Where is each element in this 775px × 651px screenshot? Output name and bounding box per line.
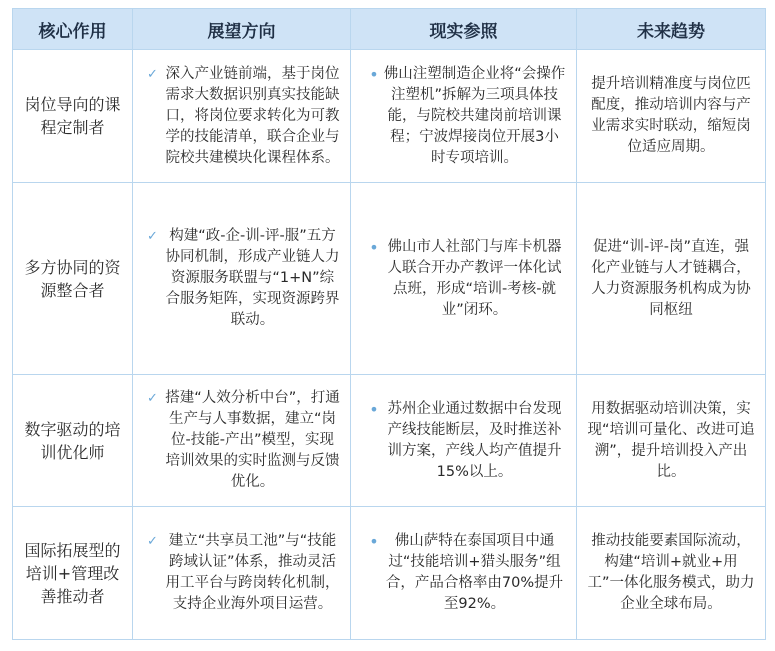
trend-cell [577, 50, 766, 183]
table-row [13, 507, 766, 640]
table-row [13, 50, 766, 183]
trend-text: 推动技能要素国际流动，构建“培训+就业+用工”一体化服务模式，助力企业全球布局。 [587, 533, 755, 612]
bullet-dot-icon: • [369, 64, 379, 84]
direction-cell [133, 375, 351, 507]
role-table-wrapper [12, 8, 765, 640]
table-row [13, 183, 766, 375]
direction-cell [133, 50, 351, 183]
role-cell: 多方协同的资源整合者 [13, 183, 133, 375]
bullet-dot-icon: • [369, 399, 379, 419]
table-header-row [13, 9, 766, 50]
header-real-reference: 现实参照 [351, 9, 577, 50]
reference-text: 佛山萨特在泰国项目中通过“技能培训+猎头服务”组合，产品合格率由70%提升至92%。 [385, 533, 564, 612]
trend-text: 提升培训精准度与岗位匹配度，推动培训内容与产业需求实时联动，缩短岗位适应周期。 [591, 76, 751, 155]
direction-text: 建立“共享员工池”与“技能跨域认证”体系，推动灵活用工平台与跨岗转化机制，支持企业海外项目运营。 [165, 533, 340, 612]
role-comparison-table [12, 8, 766, 640]
check-icon: ✓ [147, 391, 158, 406]
reference-cell [351, 507, 577, 640]
role-cell: 岗位导向的课程定制者 [13, 50, 133, 183]
trend-text: 用数据驱动培训决策，实现“培训可量化、改进可追溯”，提升培训投入产出比。 [587, 400, 755, 480]
direction-cell [133, 183, 351, 375]
trend-text: 促进“训-评-岗”直连，强化产业链与人才链耦合，人力资源服务机构成为协同枢纽 [591, 238, 751, 318]
direction-cell [133, 507, 351, 640]
trend-cell [577, 183, 766, 375]
header-core-role: 核心作用 [13, 9, 133, 50]
reference-text: 佛山注塑制造企业将“会操作注塑机”拆解为三项具体技能，与院校共建岗前培训课程；宁波焊接岗位开展3小时专项培训。 [383, 65, 566, 166]
role-cell: 数字驱动的培训优化师 [13, 375, 133, 507]
bullet-dot-icon: • [369, 532, 379, 551]
check-icon: ✓ [147, 229, 158, 244]
direction-text: 构建“政-企-训-评-服”五方协同机制，形成产业链人力资源服务联盟与“1+N”综合服务矩阵，实现资源跨界联动。 [165, 228, 340, 328]
role-cell: 国际拓展型的培训+管理改善推动者 [13, 507, 133, 640]
trend-cell [577, 507, 766, 640]
trend-cell [577, 375, 766, 507]
reference-text: 苏州企业通过数据中台发现产线技能断层，及时推送补训方案，产线人均产值提升15%以上。 [387, 400, 562, 480]
reference-cell [351, 183, 577, 375]
header-outlook-direction: 展望方向 [133, 9, 351, 50]
header-future-trend: 未来趋势 [577, 9, 766, 50]
table-row [13, 375, 766, 507]
check-icon: ✓ [147, 534, 158, 549]
direction-text: 搭建“人效分析中台”，打通生产与人事数据，建立“岗位-技能-产出”模型，实现培训效果的实时监测与反馈优化。 [165, 390, 340, 490]
direction-text: 深入产业链前端，基于岗位需求大数据识别真实技能缺口，将岗位要求转化为可教学的技能清单，联合企业与院校共建模块化课程体系。 [165, 65, 340, 166]
check-icon: ✓ [147, 66, 158, 82]
reference-cell [351, 375, 577, 507]
reference-text: 佛山市人社部门与库卡机器人联合开办产教评一体化试点班，形成“培训-考核-就业”闭环。 [387, 238, 562, 318]
bullet-dot-icon: • [369, 237, 379, 257]
reference-cell [351, 50, 577, 183]
